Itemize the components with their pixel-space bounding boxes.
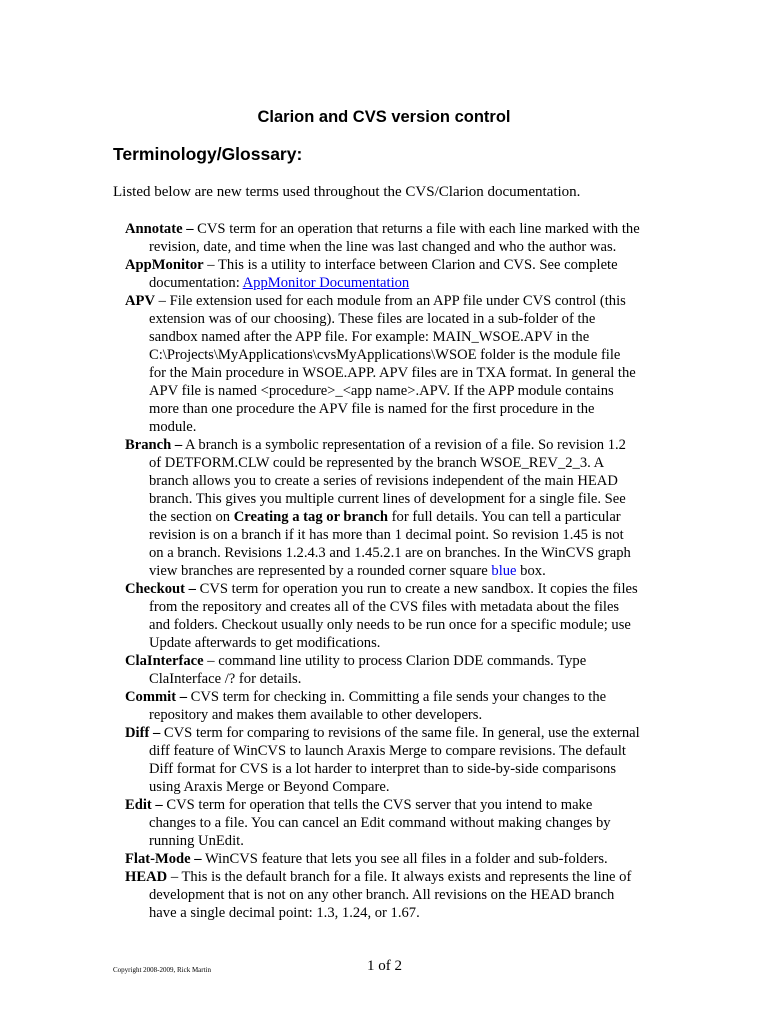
term-appmonitor: AppMonitor <box>125 257 204 273</box>
glossary-entry-apv <box>125 292 640 436</box>
appmonitor-documentation-link[interactable]: AppMonitor Documentation <box>242 275 410 291</box>
section-heading: Terminology/Glossary: <box>113 144 303 164</box>
glossary-entry-checkout <box>125 580 640 652</box>
footer-copyright: Copyright 2008-2009, Rick Martin <box>113 966 211 974</box>
term-edit: Edit – <box>125 797 163 813</box>
term-commit: Commit – <box>125 689 188 705</box>
definition-diff: CVS term for comparing to revisions of the same file. In general, use the external diff feature of WinCVS to launch Araxis Merge to compare revisions. The default Diff format for CVS is a lot harder to interpret than to side-by-side comparisons using Araxis Merge or Beyond Compare. <box>149 725 640 795</box>
page-number: 1 of 2 <box>367 958 402 974</box>
definition-branch-part3: box. <box>516 563 546 579</box>
term-branch: Branch – <box>125 437 183 453</box>
definition-branch-part1: A branch is a symbolic representation of a revision of a file. So revision 1.2 of DETFORM.CLW could be represented by the branch WSOE_REV_2_3. A branch allows you to create a series of revisions independent of the main HEAD branch. This gives you multiple current lines of development for a single file. See the section on <box>149 437 626 525</box>
definition-commit: CVS term for checking in. Committing a file sends your changes to the repository and makes them available to other developers. <box>149 689 607 723</box>
glossary-entry-appmonitor <box>125 256 640 292</box>
definition-flat-mode: WinCVS feature that lets you see all files in a folder and sub-folders. <box>201 851 608 867</box>
definition-annotate: CVS term for an operation that returns a file with each line marked with the revision, date, and time when the line was last changed and who the author was. <box>149 221 640 255</box>
glossary-entry-branch <box>125 436 640 580</box>
glossary-entry-diff <box>125 724 640 796</box>
term-head: HEAD <box>125 869 168 885</box>
definition-branch-part2: for full details. You can tell a particular revision is on a branch if it has more than 1 decimal point. So revision 1.45 is not on a branch. Revisions 1.2.4.3 and 1.45.2.1 are on branches. In the WinCVS graph view branches are represented by a rounded corner square <box>149 509 631 579</box>
term-annotate: Annotate – <box>125 221 194 237</box>
term-flat-mode: Flat-Mode – <box>125 851 202 867</box>
blue-word: blue <box>491 563 517 579</box>
definition-edit: CVS term for operation that tells the CVS server that you intend to make changes to a file. You can cancel an Edit command without making changes by running UnEdit. <box>149 797 611 849</box>
document-title: Clarion and CVS version control <box>257 108 511 126</box>
definition-appmonitor: – This is a utility to interface between Clarion and CVS. See complete documentation: <box>149 257 618 291</box>
term-apv: APV <box>125 293 155 309</box>
definition-checkout: CVS term for operation you run to create a new sandbox. It copies the files from the repository and creates all of the CVS files with metadata about the files and folders. Checkout usually only needs to be run once for a specific module; use Update afterwards to get modifications. <box>149 581 638 651</box>
glossary-entry-annotate <box>125 220 640 256</box>
definition-clainterface: – command line utility to process Clarion DDE commands. Type ClaInterface /? for details. <box>149 653 587 687</box>
intro-paragraph: Listed below are new terms used throughout the CVS/Clarion documentation. <box>113 184 581 200</box>
glossary-entry-flat-mode <box>125 850 640 868</box>
definition-head: – This is the default branch for a file. It always exists and represents the line of development that is not on any other branch. All revisions on the HEAD branch have a single decimal point: 1.3, 1.24, or 1.67. <box>149 869 632 921</box>
glossary-entry-edit <box>125 796 640 850</box>
glossary-entry-clainterface <box>125 652 640 688</box>
term-checkout: Checkout – <box>125 581 196 597</box>
glossary-entry-head <box>125 868 640 922</box>
glossary-list <box>125 220 640 922</box>
term-diff: Diff – <box>125 725 161 741</box>
term-clainterface: ClaInterface <box>125 653 204 669</box>
definition-apv: – File extension used for each module from an APP file under CVS control (this extension was of our choosing). These files are located in a sub-folder of the sandbox named after the APP file. For example: MAIN_WSOE.APV in the C:\Projects\MyApplications\cvsMyApplications\WSOE folder is the module file for the Main procedure in WSOE.APP. APV files are in TXA format. In general the APV file is named <procedure>_<app name>.APV. If the APP module contains more than one procedure the APV file is named for the first procedure in the module. <box>149 293 636 435</box>
glossary-entry-commit <box>125 688 640 724</box>
creating-tag-or-branch-reference: Creating a tag or branch <box>233 509 389 525</box>
